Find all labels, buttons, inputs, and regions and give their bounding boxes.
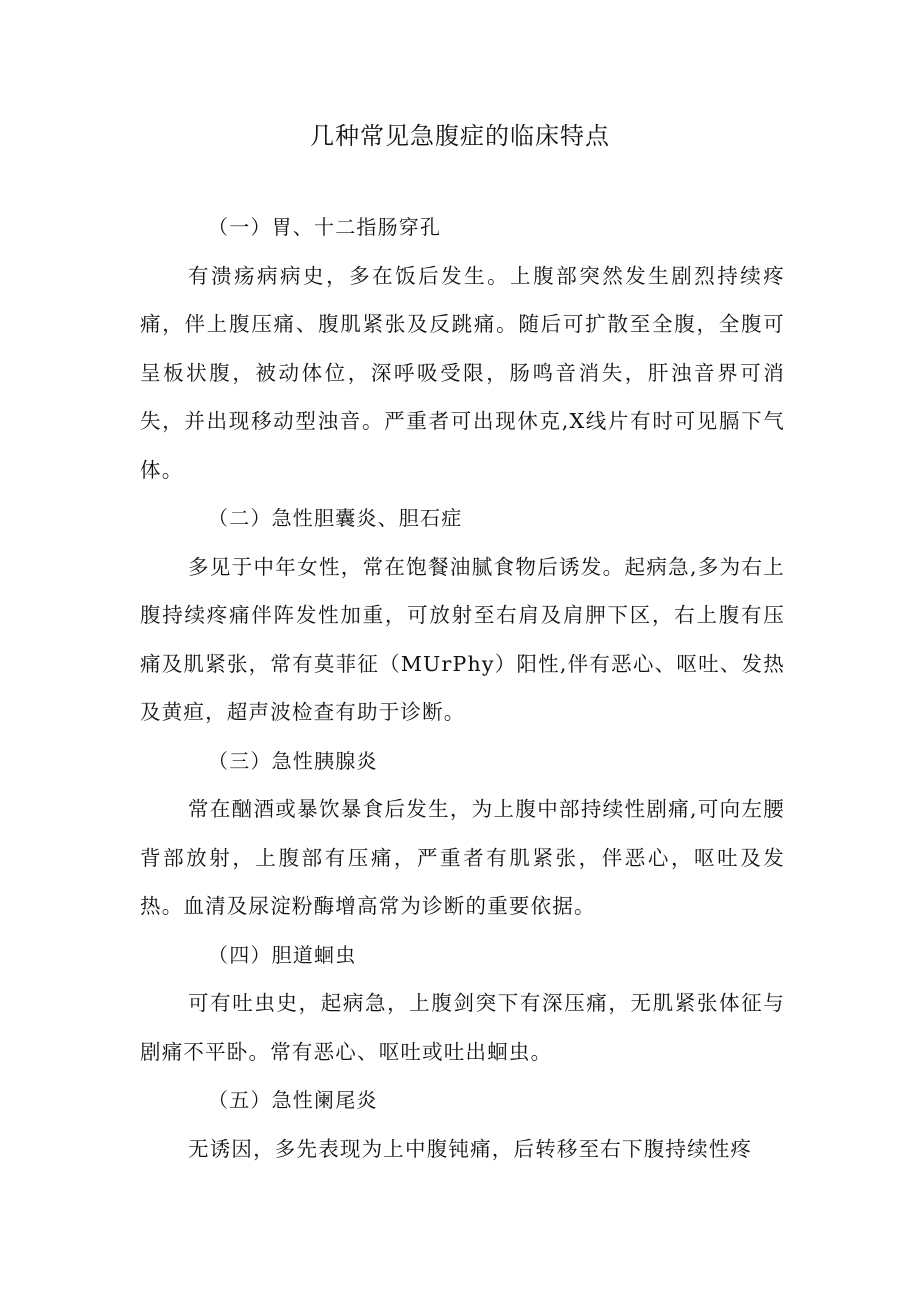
- section-heading-1: （一）胃、十二指肠穿孔: [208, 215, 442, 239]
- section-paragraph-1: 有溃疡病病史，多在饭后发生。上腹部突然发生剧烈持续疼痛，伴上腹压痛、腹肌紧张及反跳痛。随后可扩散至全腹，全腹可呈板状腹，被动体位，深呼吸受限，肠鸣音消失，肝浊音界可消失，并出现移动型浊音。严重者可出现休克,X线片有时可见膈下气体。: [140, 263, 785, 482]
- section-heading-2: （二）急性胆囊炎、胆石症: [208, 506, 463, 530]
- section-paragraph-3: 常在酗酒或暴饮暴食后发生，为上腹中部持续性剧痛,可向左腰背部放射，上腹部有压痛，严重者有肌紧张，伴恶心，呕吐及发热。血清及尿淀粉酶增高常为诊断的重要依据。: [140, 797, 785, 918]
- section-paragraph-4: 可有吐虫史，起病急，上腹剑突下有深压痛，无肌紧张体征与剧痛不平卧。常有恶心、呕吐或吐出蛔虫。: [140, 991, 785, 1064]
- document-body: [140, 203, 785, 1173]
- section-heading-4: （四）胆道蛔虫: [208, 942, 357, 967]
- section-heading-5: （五）急性阑尾炎: [208, 1088, 378, 1112]
- section-paragraph-2: 多见于中年女性，常在饱餐油腻食物后诱发。起病急,多为右上腹持续疼痛伴阵发性加重，可放射至右肩及肩胛下区，右上腹有压痛及肌紧张，常有莫菲征（MUrPhy）阳性,伴有恶心、呕吐、发热及黄疸，超声波检查有助于诊断。: [140, 554, 785, 724]
- document-title: 几种常见急腹症的临床特点: [310, 122, 610, 150]
- section-paragraph-5: 无诱因，多先表现为上中腹钝痛，后转移至右下腹持续性疼: [188, 1136, 753, 1161]
- section-heading-3: （三）急性胰腺炎: [208, 748, 378, 773]
